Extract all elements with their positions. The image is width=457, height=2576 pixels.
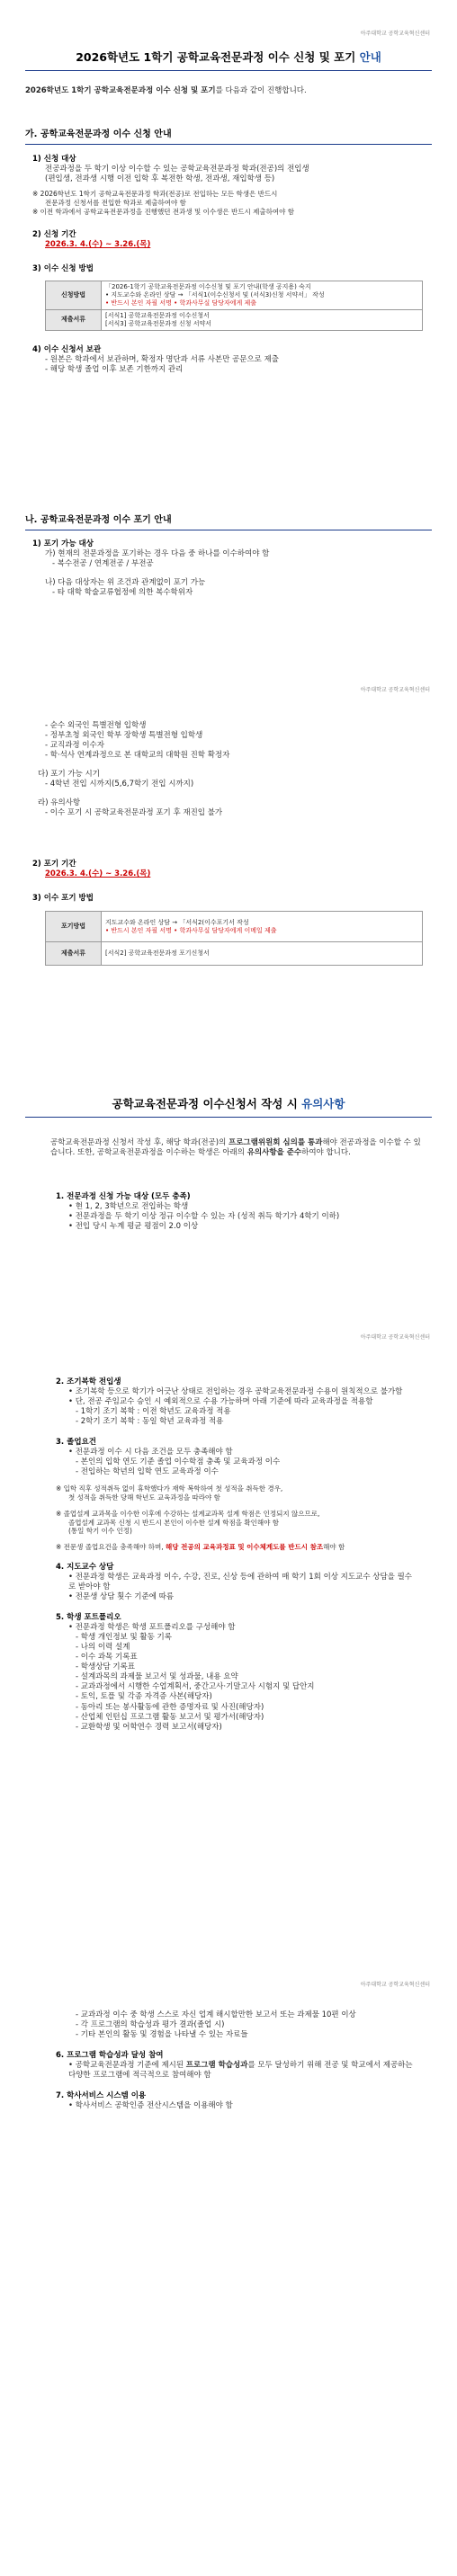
table-key: 포기방법 bbox=[46, 912, 102, 942]
header-school: 아주대학교 공학교육혁신센터 bbox=[360, 31, 430, 37]
list-item: - 4학년 전입 시까지(5,6,7학기 전입 시까지) bbox=[45, 780, 194, 789]
table-cell: [서식1] 공학교육전문과정 이수신청서 [서식3] 공학교육전문과정 신청 서약서 bbox=[102, 309, 423, 330]
notice-title: 공학교육전문과정 이수신청서 작성 시 유의사항 bbox=[112, 1097, 345, 1110]
list-item: • 현 1, 2, 3학년으로 전입하는 학생 bbox=[68, 1202, 189, 1212]
list-item: • 전입 당시 누계 평균 평점이 2.0 이상 bbox=[68, 1222, 199, 1232]
b1-line: 나) 다음 대상자는 위 조건과 관계없이 포기 가능 bbox=[45, 578, 206, 588]
a4-line: - 원본은 학과에서 보관하며, 확정자 명단과 서류 사본만 공문으로 제출 bbox=[45, 355, 279, 365]
a1-heading: 1) 신청 대상 bbox=[32, 155, 76, 164]
list-item: • 단, 전공 주임교수 승인 시 예외적으로 수용 가능하며 아래 기준에 따라 교육과정을 적용함 bbox=[68, 1397, 373, 1407]
notice-intro: 공학교육전문과정 신청서 작성 후, 해당 학과(전공)의 프로그램위원회 심의를 통과해야 전공과정을 이수할 수 있습니다. 또한, 공학교육전문과정을 이수하는 학생은 아래의 유의사항을 준수하여야 합니다. bbox=[50, 1138, 421, 1158]
table-key: 신청방법 bbox=[46, 281, 102, 309]
page-3 bbox=[0, 1295, 457, 1942]
portfolio-item: - 학생상담 기록표 bbox=[76, 1662, 135, 1672]
b2-section bbox=[32, 860, 432, 966]
page4-body bbox=[56, 2010, 419, 2111]
page-1 bbox=[0, 0, 457, 647]
a4-line: - 해당 학생 졸업 이후 보존 기한까지 관리 bbox=[45, 365, 184, 375]
c7-heading: 7. 학사서비스 시스템 이용 bbox=[56, 2091, 147, 2101]
b3-heading: 3) 이수 포기 방법 bbox=[32, 894, 94, 904]
portfolio-item: - 기타 본인의 활동 및 경험을 나타낼 수 있는 자료들 bbox=[76, 2030, 248, 2040]
table-key: 제출서류 bbox=[46, 942, 102, 966]
list-item: 라) 유의사항 bbox=[38, 798, 81, 808]
list-item: • 전문과정 학생은 학생 포트폴리오를 구성해야 함 bbox=[68, 1623, 236, 1633]
portfolio-item: - 산업체 인턴십 프로그램 활동 보고서 및 평가서(해당자) bbox=[76, 1712, 264, 1722]
a1-line: 전공과정을 두 학기 이상 이수할 수 있는 공학교육전문과정 학과(전공)의 전입생 bbox=[45, 165, 309, 174]
c3-heading: 3. 졸업요건 bbox=[56, 1438, 96, 1448]
a2-date: 2026.3. 4.(수) ~ 3.26.(목) bbox=[45, 240, 151, 250]
a1-note: 전문과정 신청서를 전입한 학과로 제출하여야 함 bbox=[45, 198, 186, 207]
portfolio-item: - 동아리 또는 봉사활동에 관한 증명자료 및 사진(해당자) bbox=[76, 1702, 264, 1712]
list-item: • 학사서비스 공학인증 전산시스템을 이용해야 함 bbox=[68, 2101, 233, 2111]
portfolio-item: - 나의 이력 설계 bbox=[76, 1643, 130, 1653]
list-item: - 교직과정 이수자 bbox=[45, 741, 104, 751]
note: (통일 학기 이수 인정) bbox=[68, 1527, 132, 1536]
list-item: • 전문과정 학생은 교육과정 이수, 수강, 진로, 신상 등에 관하여 매 학기 1회 이상 지도교수 상담을 필수로 받아야 함 bbox=[68, 1572, 412, 1592]
portfolio-item: - 교환학생 및 어학연수 경력 보고서(해당자) bbox=[76, 1722, 222, 1732]
portfolio-item: - 설계과목의 과제물 보고서 및 성과물, 내용 요약 bbox=[76, 1672, 238, 1682]
table-key: 제출서류 bbox=[46, 309, 102, 330]
list-item: • 조기복학 등으로 학기가 어긋난 상태로 전입하는 경우 공학교육전문과정 수용이 원칙적으로 불가함 bbox=[68, 1387, 403, 1397]
section-b-body bbox=[32, 539, 432, 598]
note: 첫 성적을 취득한 당해 학년도 교육과정을 따라야 함 bbox=[68, 1493, 220, 1502]
intro: 2026학년도 1학기 공학교육전문과정 이수 신청 및 포기를 다음과 같이 진행합니다. bbox=[25, 86, 307, 95]
page-2 bbox=[0, 647, 457, 1295]
page-title: 2026학년도 1학기 공학교육전문과정 이수 신청 및 포기 안내 bbox=[76, 50, 381, 64]
b1-heading: 1) 포기 가능 대상 bbox=[32, 539, 94, 548]
c2-heading: 2. 조기복학 전입생 bbox=[56, 1377, 121, 1386]
header-school: 아주대학교 공학교육혁신센터 bbox=[360, 1334, 430, 1341]
header-school: 아주대학교 공학교육혁신센터 bbox=[360, 1982, 430, 1988]
b1-line: 가) 현재의 전문과정을 포기하는 경우 다음 중 하나를 이수하여야 함 bbox=[45, 549, 270, 559]
page3-body bbox=[56, 1377, 419, 1733]
list-item: - 본인의 입학 연도 기준 졸업 이수학점 충족 및 교육과정 이수 bbox=[76, 1457, 281, 1467]
c1-heading: 1. 전문과정 신청 가능 대상 (모두 충족) bbox=[56, 1192, 191, 1201]
b2-heading: 2) 포기 기간 bbox=[32, 860, 76, 869]
c4-heading: 4. 지도교수 상담 bbox=[56, 1562, 114, 1572]
list-item: - 학·석사 연계과정으로 본 대학교의 대학원 진학 확정자 bbox=[45, 751, 230, 761]
b1-line: - 타 대학 학술교류협정에 의한 복수학위자 bbox=[52, 588, 193, 598]
a1-note: ※ 2026학년도 1학기 공학교육전문과정 학과(전공)로 전입하는 모든 학생은 반드시 bbox=[32, 190, 278, 199]
list-item: - 순수 외국인 특별전형 입학생 bbox=[45, 721, 147, 730]
list-item: - 2학기 조기 복학 : 동일 학년 교육과정 적용 bbox=[76, 1417, 224, 1427]
list-item: - 정부초청 외국인 학부 장학생 특별전형 입학생 bbox=[45, 731, 203, 741]
list-item: - 전입하는 학년의 입학 연도 교육과정 이수 bbox=[76, 1467, 219, 1477]
c6-heading: 6. 프로그램 학습성과 달성 참여 bbox=[56, 2051, 164, 2061]
list-item: - 1학기 조기 복학 : 이전 학년도 교육과정 적용 bbox=[76, 1407, 231, 1417]
list-item: - 이수 포기 시 공학교육전문과정 포기 후 재진입 불가 bbox=[45, 808, 223, 818]
apply-method-table bbox=[45, 281, 423, 331]
list-item: • 공학교육전문과정 기준에 제시된 프로그램 학습성과를 모두 달성하기 위해 전공 및 학교에서 제공하는 다양한 프로그램에 적극적으로 참여해야 함 bbox=[68, 2061, 413, 2081]
portfolio-item: - 학생 개인정보 및 활동 기록 bbox=[76, 1633, 172, 1643]
a1-note: ※ 이전 학과에서 공학교육전문과정을 진행했던 전과생 및 이수생은 반드시 제출하여야 함 bbox=[32, 207, 294, 216]
portfolio-item: - 토익, 토플 및 각종 자격증 사본(해당자) bbox=[76, 1692, 212, 1702]
table-cell: 「2026-1학기 공학교육전문과정 이수신청 및 포기 안내(학생 공지용) 숙지 • 지도교수와 온라인 상담 → 「서식1(이수신청서 및 (서식3)신청 서약서」 작성 • 반드시 본인 자필 서명 • 학과사무실 담당자에게 제출 bbox=[102, 281, 423, 309]
a2-heading: 2) 신청 기간 bbox=[32, 230, 76, 240]
header-school: 아주대학교 공학교육혁신센터 bbox=[360, 687, 430, 693]
portfolio-item: - 각 프로그램의 학습성과 평가 결과(졸업 시) bbox=[76, 2020, 225, 2030]
b2-date: 2026.3. 4.(수) ~ 3.26.(목) bbox=[45, 869, 151, 879]
a4-heading: 4) 이수 신청서 보관 bbox=[32, 345, 102, 354]
portfolio-item: - 교과과정에서 시행한 수업계획서, 중간고사·기말고사 시험지 및 답안지 bbox=[76, 1682, 315, 1692]
list-item: • 전문생 상담 횟수 기준에 따름 bbox=[68, 1592, 175, 1602]
b1-continued bbox=[38, 721, 432, 818]
b1-line: - 복수전공 / 연계전공 / 부전공 bbox=[52, 559, 154, 569]
a1-line: (편입생, 전과생 시행 이전 입학 후 복전한 학생, 전과생, 재입학생 등) bbox=[45, 174, 275, 184]
a3-heading: 3) 이수 신청 방법 bbox=[32, 264, 94, 274]
list-item: 다) 포기 가능 시기 bbox=[38, 770, 100, 780]
list-item: • 전문과정을 두 학기 이상 정규 이수할 수 있는 자 (성적 취득 학기가 4학기 이하) bbox=[68, 1212, 340, 1222]
table-cell: 지도교수와 온라인 상담 → 「서식2(이수포기서 작성 • 반드시 본인 자필 서명 • 학과사무실 담당자에게 이메일 제출 bbox=[102, 912, 423, 942]
table-cell: [서식2] 공학교육전문과정 포기신청서 bbox=[102, 942, 423, 966]
c1-section bbox=[56, 1192, 425, 1232]
note: 졸업설계 교과목 신청 시 반드시 본인이 이수한 설계 학점을 확인해야 함 bbox=[68, 1518, 279, 1527]
page-4 bbox=[0, 1942, 457, 2576]
section-a-title: 가. 공학교육전문과정 이수 신청 안내 bbox=[25, 129, 172, 139]
note: ※ 전문생 졸업요건을 충족해야 하며, 해당 전공의 교육과정표 및 이수체계도를 반드시 참조해야 함 bbox=[56, 1543, 345, 1552]
c5-heading: 5. 학생 포트폴리오 bbox=[56, 1613, 121, 1623]
portfolio-item: - 이수 과목 기록표 bbox=[76, 1653, 138, 1662]
portfolio-item: - 교과과정 이수 중 학생 스스로 자신 업계 해시할만한 보고서 또는 과제물 10편 이상 bbox=[76, 2010, 356, 2019]
section-b-title: 나. 공학교육전문과정 이수 포기 안내 bbox=[25, 515, 172, 525]
waive-method-table bbox=[45, 911, 423, 966]
list-item: • 전문과정 이수 시 다음 조건을 모두 충족해야 함 bbox=[68, 1448, 233, 1457]
section-a-body bbox=[32, 155, 432, 375]
note: ※ 졸업설계 교과목을 이수한 이후에 수강하는 설계교과목 설계 학점은 인정되지 않으므로, bbox=[56, 1509, 320, 1518]
note: ※ 입학 직후 성적취득 없이 휴학했다가 재학 복학하여 첫 성적을 취득한 경우, bbox=[56, 1484, 283, 1493]
